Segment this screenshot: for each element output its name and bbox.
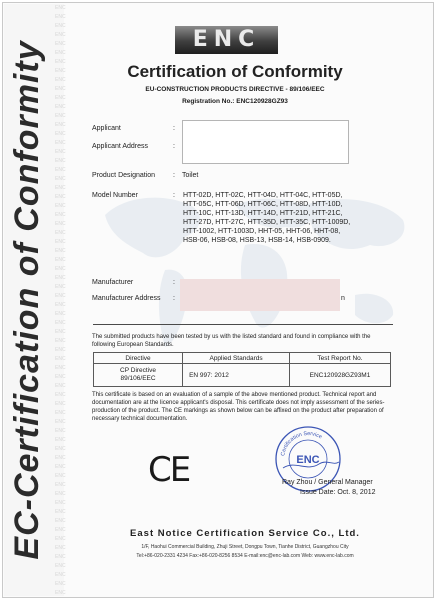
divider-top: [93, 324, 393, 325]
watermark-text: ENC: [55, 104, 66, 110]
applicant-address-label: Applicant Address: [92, 143, 149, 150]
watermark-text: ENC: [55, 185, 66, 191]
watermark-text: ENC: [55, 320, 66, 326]
watermark-text: ENC: [55, 410, 66, 416]
registration-number: Registration No.: ENC120928GZ93: [182, 98, 288, 105]
vertical-title: EC-Certification of Conformity: [8, 40, 46, 560]
watermark-text: ENC: [55, 239, 66, 245]
model-number-colon: :: [173, 192, 175, 199]
watermark-text: ENC: [55, 140, 66, 146]
table-row: [94, 364, 391, 387]
watermark-text: ENC: [55, 32, 66, 38]
watermark-text: ENC: [55, 131, 66, 137]
ce-mark: CE: [148, 450, 190, 490]
manufacturer-address-label: Manufacturer Address: [92, 295, 161, 302]
watermark-text: ENC: [55, 482, 66, 488]
watermark-text: ENC: [55, 500, 66, 506]
watermark-text: ENC: [55, 77, 66, 83]
cell-standard: EN 997: 2012: [183, 364, 290, 387]
watermark-text: ENC: [55, 554, 66, 560]
watermark-text: ENC: [55, 95, 66, 101]
watermark-text: ENC: [55, 374, 66, 380]
watermark-text: ENC: [55, 41, 66, 47]
header-test-report: Test Report No.: [290, 353, 391, 364]
watermark-text: ENC: [55, 221, 66, 227]
watermark-text: ENC: [55, 428, 66, 434]
watermark-text: ENC: [55, 392, 66, 398]
watermark-text: ENC: [55, 158, 66, 164]
manufacturer-colon: :: [173, 279, 175, 286]
header-directive: Directive: [94, 353, 183, 364]
manufacturer-redacted-box: [180, 279, 340, 311]
watermark-text: ENC: [55, 149, 66, 155]
applicant-address-colon: :: [173, 143, 175, 150]
watermark-text: ENC: [55, 464, 66, 470]
watermark-text: ENC: [55, 338, 66, 344]
issue-date: Issue Date: Oct. 8, 2012: [300, 489, 376, 496]
standards-table: [93, 352, 391, 387]
watermark-text: ENC: [55, 203, 66, 209]
watermark-text: ENC: [55, 59, 66, 65]
watermark-text: ENC: [55, 518, 66, 524]
signer-name: Ray Zhou / General Manager: [282, 479, 373, 486]
watermark-text: ENC: [55, 230, 66, 236]
header-applied-standards: Applied Standards: [183, 353, 290, 364]
watermark-text: ENC: [55, 437, 66, 443]
watermark-text: ENC: [55, 572, 66, 578]
watermark-column: [55, 4, 67, 596]
watermark-text: ENC: [55, 509, 66, 515]
company-name: East Notice Certification Service Co., Ltd.: [130, 528, 360, 539]
watermark-text: ENC: [55, 545, 66, 551]
product-designation-label: Product Designation: [92, 172, 156, 179]
manufacturer-address-tail: n: [341, 295, 345, 302]
watermark-text: ENC: [55, 356, 66, 362]
watermark-text: ENC: [55, 23, 66, 29]
watermark-text: ENC: [55, 401, 66, 407]
watermark-text: ENC: [55, 365, 66, 371]
company-contact: Tel:+86-020-2331 4234 Fax:+86-020-8256 8534 E-mail:enc@enc-lab.com Web: www.enc-lab.com: [136, 553, 354, 559]
applicant-redacted-box: [182, 120, 349, 164]
watermark-text: ENC: [55, 383, 66, 389]
watermark-text: ENC: [55, 167, 66, 173]
watermark-text: ENC: [55, 455, 66, 461]
watermark-text: ENC: [55, 446, 66, 452]
watermark-text: ENC: [55, 275, 66, 281]
watermark-text: ENC: [55, 176, 66, 182]
watermark-text: ENC: [55, 419, 66, 425]
watermark-text: ENC: [55, 536, 66, 542]
manufacturer-address-colon: :: [173, 295, 175, 302]
product-designation-colon: :: [173, 172, 175, 179]
watermark-text: ENC: [55, 491, 66, 497]
watermark-text: ENC: [55, 212, 66, 218]
watermark-text: ENC: [55, 581, 66, 587]
watermark-text: ENC: [55, 248, 66, 254]
product-designation-value: Toilet: [182, 172, 199, 179]
watermark-text: ENC: [55, 266, 66, 272]
model-number-label: Model Number: [92, 192, 138, 199]
stamp-ring-text: Certification Service: [280, 430, 323, 457]
watermark-text: ENC: [55, 5, 66, 11]
watermark-text: ENC: [55, 14, 66, 20]
cell-report: ENC120928GZ93M1: [290, 364, 391, 387]
directive-line: EU-CONSTRUCTION PRODUCTS DIRECTIVE - 89/106/EEC: [145, 86, 325, 93]
watermark-text: ENC: [55, 590, 66, 596]
cell-directive: CP Directive 89/106/EEC: [94, 364, 183, 387]
enc-logo: ENC: [175, 26, 278, 54]
watermark-text: ENC: [55, 68, 66, 74]
watermark-text: ENC: [55, 86, 66, 92]
applicant-colon: :: [173, 125, 175, 132]
applicant-label: Applicant: [92, 125, 121, 132]
disclaimer-text: This certificate is based on an evaluation of a sample of the above mentioned product. Technical report and documentation are at the licence applicant's disposal. This certificate does not imply assessment of the series-production of the product. The CE markings as shown below can be affixed on the product after preparation of necessary technical documentation.: [92, 392, 385, 422]
watermark-text: ENC: [55, 347, 66, 353]
watermark-text: ENC: [55, 122, 66, 128]
watermark-text: ENC: [55, 50, 66, 56]
watermark-text: ENC: [55, 473, 66, 479]
watermark-text: ENC: [55, 293, 66, 299]
compliance-statement: The submitted products have been tested by us with the listed standard and found in compliance with the following European Standards.: [92, 334, 371, 348]
manufacturer-label: Manufacturer: [92, 279, 134, 286]
watermark-text: ENC: [55, 284, 66, 290]
watermark-text: ENC: [55, 311, 66, 317]
watermark-text: ENC: [55, 257, 66, 263]
watermark-text: ENC: [55, 527, 66, 533]
certificate-title: Certification of Conformity: [127, 62, 343, 81]
watermark-text: ENC: [55, 194, 66, 200]
model-number-value: HTT-02D, HTT-02C, HTT-04D, HTT-04C, HTT-05D, HTT-05C, HTT-06D, HTT-06C, HTT-08D, HTT-10D, HTT-10C, HTT-13D, HTT-14D, HTT-21D, HTT-21C, HTT-27D, HTT-27C, HTT-35D, HTT-35C, HTT-1009D, HTT-1002, HTT-1003D, HHT-05, HHT-06, HHT-08, HSB-06, HSB-08, HSB-13, HSB-14, HSB-0909.: [183, 192, 351, 244]
stamp-center-text: ENC: [296, 454, 320, 466]
watermark-text: ENC: [55, 329, 66, 335]
watermark-text: ENC: [55, 113, 66, 119]
table-header-row: [94, 353, 391, 364]
watermark-text: ENC: [55, 563, 66, 569]
watermark-text: ENC: [55, 302, 66, 308]
company-address: 1/F, Haohui Commercial Building, Zhuji Street, Dongpu Town, Tianhe District, Guangzhou City: [141, 544, 349, 550]
